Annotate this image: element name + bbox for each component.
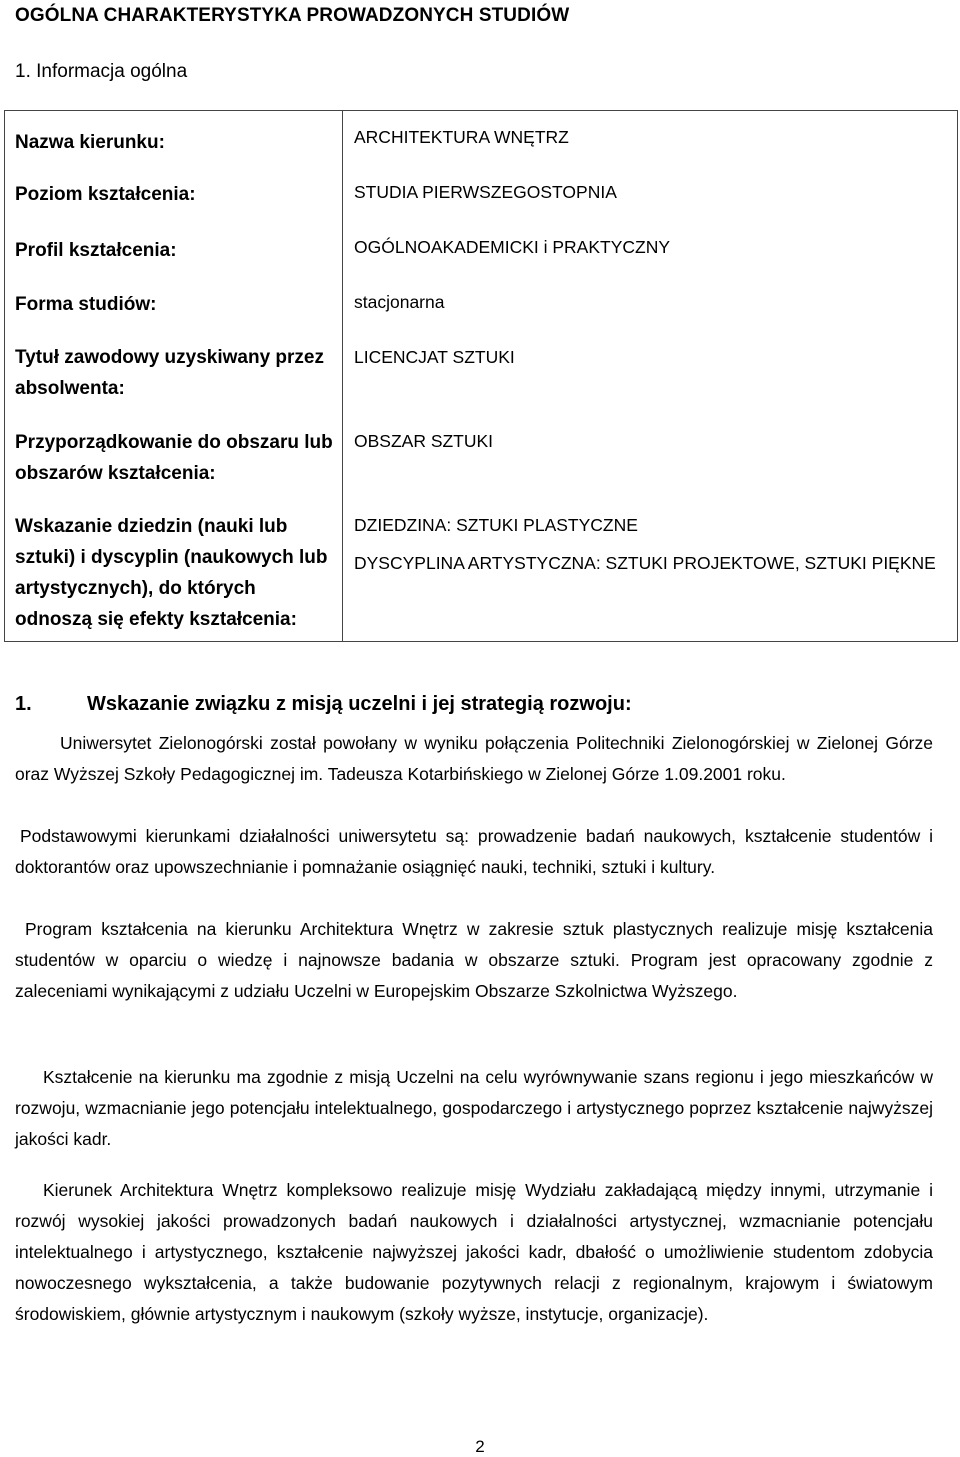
label-education-profile: Profil kształcenia:	[15, 240, 177, 261]
value-education-profile: OGÓLNOAKADEMICKI i PRAKTYCZNY	[354, 237, 671, 257]
label-professional-title: Tytuł zawodowy uzyskiwany przez absolwenta:	[15, 347, 324, 399]
page-number: 2	[475, 1437, 485, 1456]
value-discipline: DYSCYPLINA ARTYSTYCZNA: SZTUKI PROJEKTOWE, SZTUKI PIĘKNE	[354, 553, 936, 573]
info-table	[4, 110, 958, 642]
paragraph-regional-goals: Kształcenie na kierunku ma zgodnie z misją Uczelni na celu wyrównywanie szans regionu i jego mieszkańców w rozwoju, wzmacnianie jego potencjału intelektualnego, gospodarczego i artystycznego poprzez kształcenie najwyższej jakości kadr.	[15, 1067, 933, 1149]
value-professional-title: LICENCJAT SZTUKI	[354, 347, 515, 367]
label-area-assignment: Przyporządkowanie do obszaru lub obszarów kształcenia:	[15, 432, 333, 484]
value-domain: DZIEDZINA: SZTUKI PLASTYCZNE	[354, 515, 638, 535]
document-title: OGÓLNA CHARAKTERYSTYKA PROWADZONYCH STUDIÓW	[15, 5, 570, 26]
label-disciplines: Wskazanie dziedzin (nauki lub sztuki) i dyscyplin (naukowych lub artystycznych), do których odnoszą się efekty kształcenia:	[15, 516, 328, 630]
label-study-form: Forma studiów:	[15, 294, 157, 315]
value-area-assignment: OBSZAR SZTUKI	[354, 431, 494, 451]
value-education-level: STUDIA PIERWSZEGOSTOPNIA	[354, 182, 617, 202]
section-heading-text: Wskazanie związku z misją uczelni i jej strategią rozwoju:	[87, 693, 632, 715]
section-heading	[15, 693, 933, 716]
label-education-level: Poziom kształcenia:	[15, 184, 196, 205]
section-subtitle: 1. Informacja ogólna	[15, 61, 188, 82]
paragraph-faculty-mission: Kierunek Architektura Wnętrz kompleksowo realizuje misję Wydziału zakładającą między innymi, utrzymanie i rozwój wysokiej jakości prowadzonych badań naukowych i działalności artystycznej, wzmacnianie potencjału intelektualnego i artystycznego, kształcenie najwyższej jakości kadr, dbałość o umożliwienie studentom zdobycia nowoczesnego wykształcenia, a także budowanie pozytywnych relacji z regionalnym, krajowym i światowym środowiskiem, głównie artystycznym i naukowym (szkoły wyższe, instytucje, organizacje).	[15, 1180, 933, 1324]
paragraph-main-activities: Podstawowymi kierunkami działalności uniwersytetu są: prowadzenie badań naukowych, kształcenie studentów i doktorantów oraz upowszechnianie i pomnażanie osiągnięć nauki, techniki, sztuki i kultury.	[15, 826, 933, 877]
section-number: 1.	[15, 693, 32, 715]
value-study-form: stacjonarna	[354, 292, 445, 312]
label-field-name: Nazwa kierunku:	[15, 132, 165, 153]
value-field-name: ARCHITEKTURA WNĘTRZ	[354, 127, 569, 147]
paragraph-university-origin: Uniwersytet Zielonogórski został powołany w wyniku połączenia Politechniki Zielonogórskiej w Zielonej Górze oraz Wyższej Szkoły Pedagogicznej im. Tadeusza Kotarbińskiego w Zielonej Górze 1.09.2001 roku.	[15, 733, 933, 784]
table-divider	[342, 111, 343, 641]
paragraph-program-mission: Program kształcenia na kierunku Architektura Wnętrz w zakresie sztuk plastycznych realizuje misję kształcenia studentów w oparciu o wiedzę i najnowsze badania w obszarze sztuki. Program jest opracowany zgodnie z zaleceniami wynikającymi z udziału Uczelni w Europejskim Obszarze Szkolnictwa Wyższego.	[15, 919, 933, 1001]
